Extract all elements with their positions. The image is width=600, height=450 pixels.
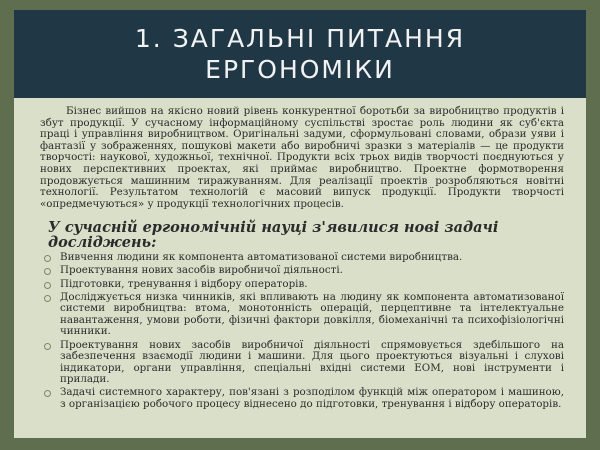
list-item: [40, 252, 564, 264]
slide-title: 1. ЗАГАЛЬНІ ПИТАННЯ ЕРГОНОМІКИ: [134, 24, 466, 84]
bullet-icon: [44, 343, 51, 350]
list-item: [40, 340, 564, 386]
list-item-text: Задачі системного характеру, пов'язані з розподілом функцій між оператором і машиною, з організацією робочого процесу віднесено до підготовки, тренування і відбору операторів.: [60, 386, 564, 410]
list-item-text: Підготовки, тренування і відбору операторів.: [60, 277, 308, 290]
list-item: [40, 279, 564, 291]
list-item: [40, 292, 564, 338]
bullet-icon: [44, 268, 51, 275]
list-item-text: Проектування нових засобів виробничої діяльності спрямовується здебільшого на забезпечення взаємодії людини і машини. Для цього проектуються візуальні і слухові індикатори, органи управління, спеціальні вхідні системи ЕОМ, нові інструменти і прилади.: [60, 338, 564, 386]
list-item-text: Досліджується низка чинників, які впливають на людину як компонента автоматизованої системи виробництва: втома, монотонність операцій, перцептивне та інтелектуальне навантаження, умови роботи, фізичні фактори довкілля, біомеханічні та психофізіологічні чинники.: [60, 290, 564, 338]
section-heading: У сучасній ергономічній науці з'явилися нові задачі досліджень:: [48, 219, 499, 252]
bullet-icon: [44, 295, 51, 302]
bullet-icon: [44, 282, 51, 289]
list-item-text: Проектування нових засобів виробничої діяльності.: [60, 264, 343, 277]
content-panel: [14, 98, 586, 438]
bullet-icon: [44, 255, 51, 262]
bullet-list: [40, 252, 564, 410]
list-item-text: Вивчення людини як компонента автоматизованої системи виробництва.: [60, 251, 463, 264]
intro-paragraph: Бізнес вийшов на якісно новий рівень конкурентної боротьби за виробництво продуктів і збут продукції. У сучасному інформаційному суспільстві зростає роль людини як суб'єкта праці і управління виробництвом. Оригінальні задуми, сформульовані словами, образи уяви і фантазії у зображеннях, пошукові макети або виробничі зразки з матеріалів — це продукти творчості: наукової, художньої, технічної. Продукти всіх трьох видів творчості поєднуються у нових перспективних проектах, які приймає виробництво. Проектне формотворення продовжується машинним тиражуванням. Для реалізації проектів розробляються новітні технології. Результатом технологій є масовий випуск продукції. Продукти творчості «опредмечуються» у продукції технологічних процесів.: [40, 105, 564, 210]
title-bar: [14, 10, 586, 98]
list-item: [40, 387, 564, 410]
list-item: [40, 265, 564, 277]
bullet-icon: [44, 390, 51, 397]
